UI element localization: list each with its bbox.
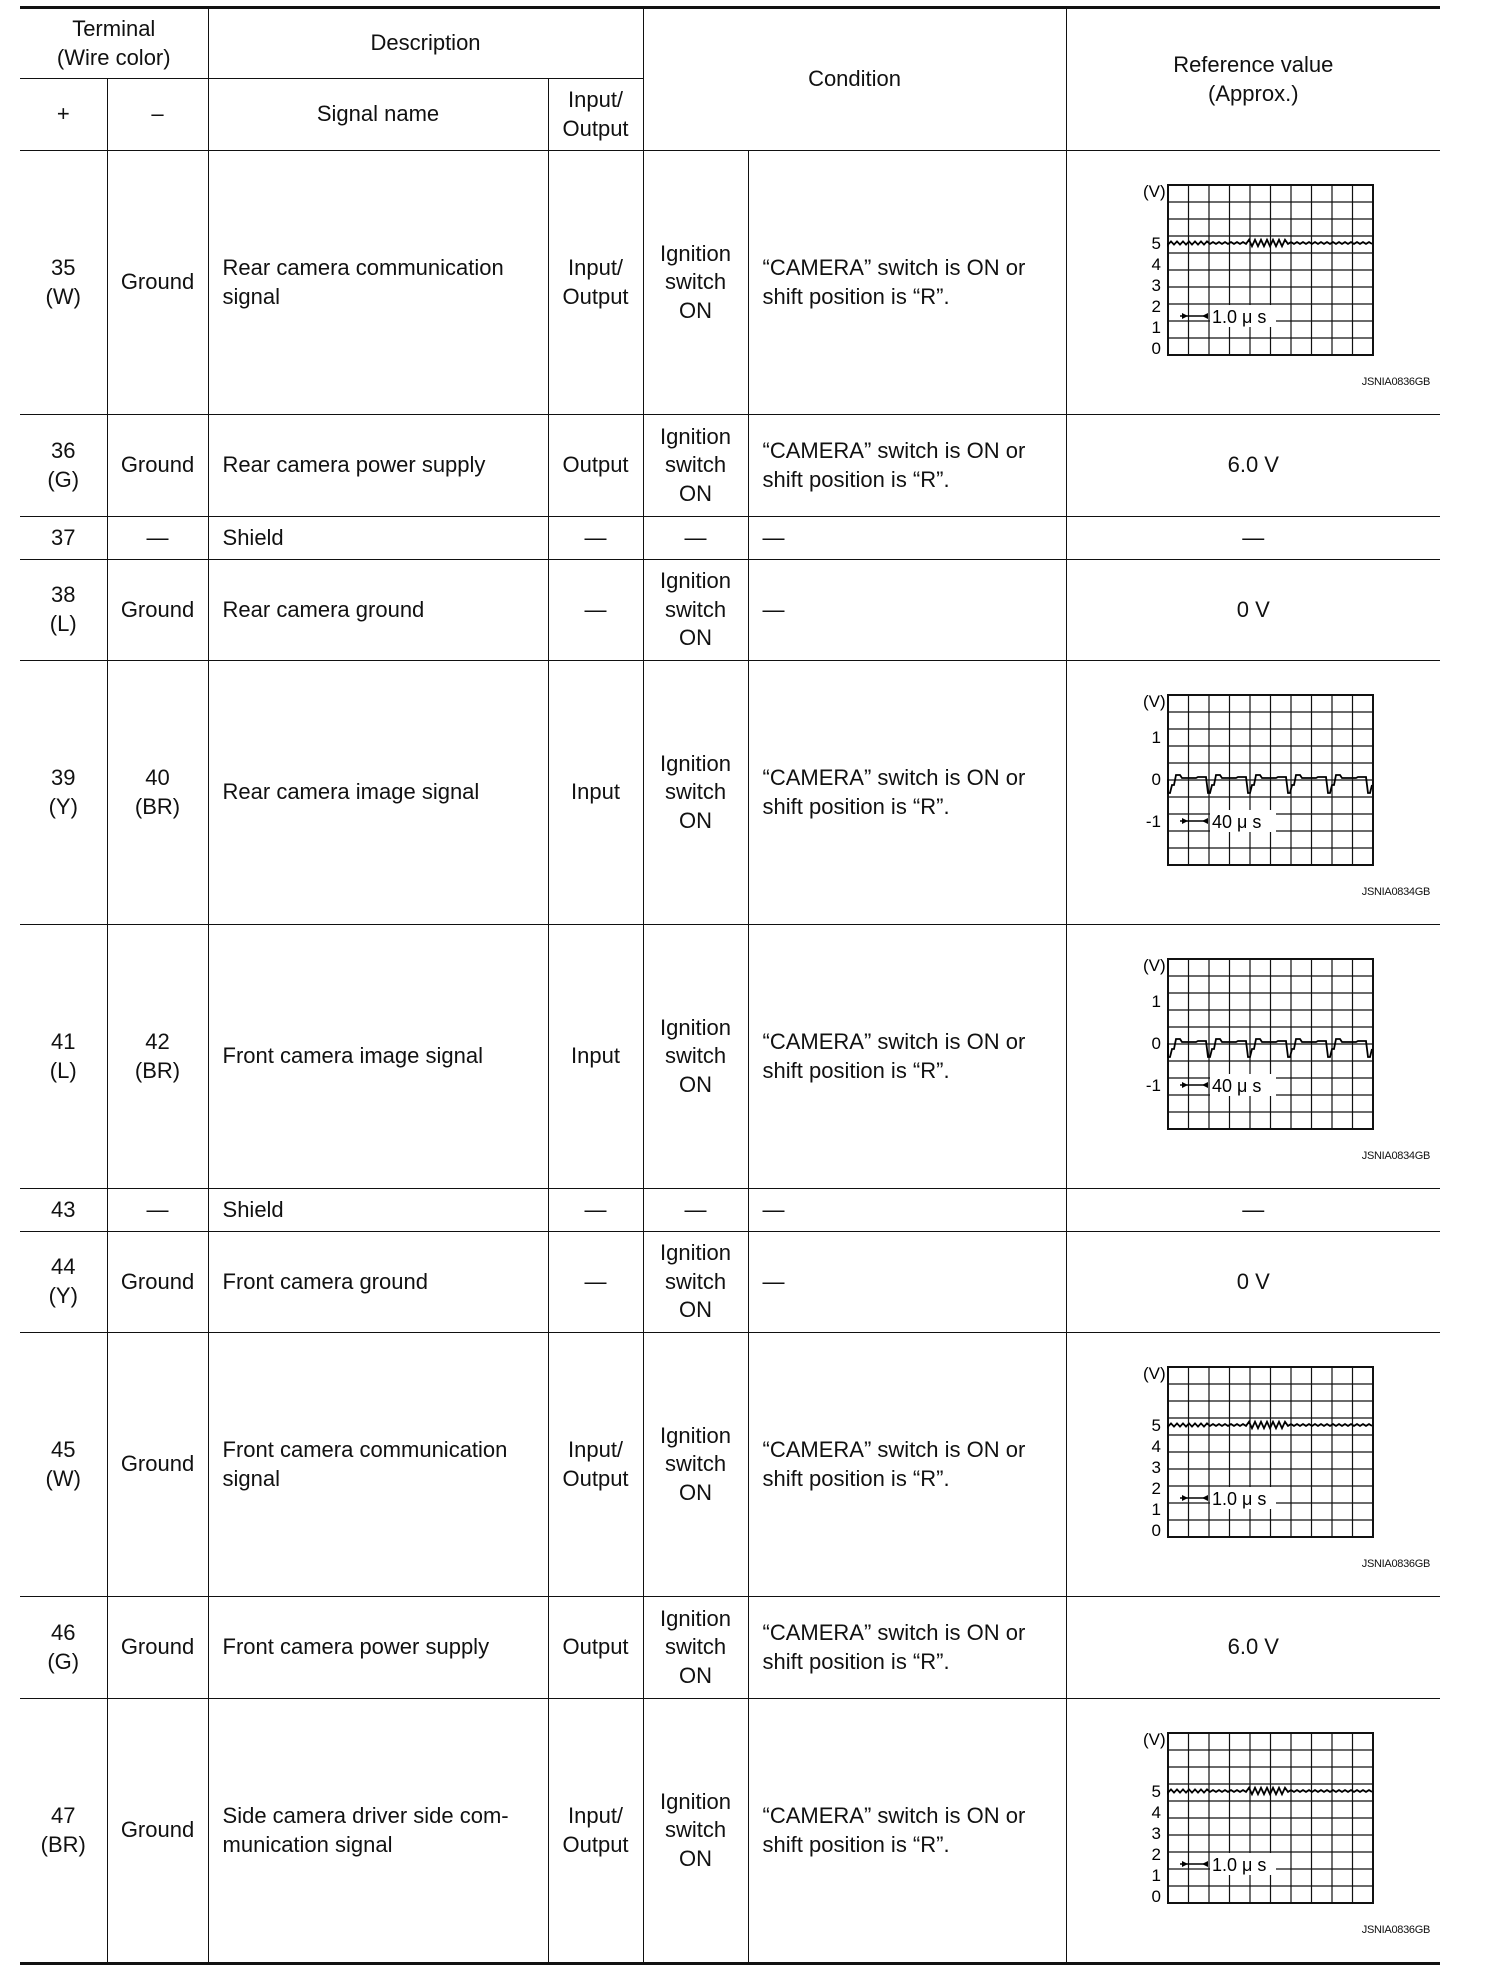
waveform-graph <box>1103 175 1403 375</box>
plus-header: + <box>20 79 107 151</box>
condition-text: “CAMERA” switch is ON or shift position is “R”. <box>748 1699 1066 1964</box>
signal-name: Rear camera image signal <box>208 661 548 925</box>
waveform-graph <box>1103 685 1403 885</box>
reference-value <box>1066 1699 1440 1964</box>
terminal-plus: 41 (L) <box>20 925 107 1189</box>
y-tick-label: 0 <box>1151 339 1162 359</box>
signal-name: Front camera communication signal <box>208 1333 548 1597</box>
ignition-state: Ignition switch ON <box>643 415 748 517</box>
terminal-header: Terminal (Wire color) <box>20 8 208 79</box>
reference-value <box>1066 661 1440 925</box>
condition-text: “CAMERA” switch is ON or shift position is “R”. <box>748 415 1066 517</box>
table-row <box>20 661 1440 925</box>
ignition-state: Ignition switch ON <box>643 661 748 925</box>
input-output: — <box>548 560 643 661</box>
y-tick-label: 5 <box>1151 1416 1162 1436</box>
input-output: Input <box>548 661 643 925</box>
graph-grid <box>1168 185 1373 355</box>
y-tick-label: 4 <box>1151 1803 1162 1823</box>
y-tick-label: 2 <box>1151 297 1162 317</box>
table-row <box>20 1699 1440 1964</box>
ignition-state: Ignition switch ON <box>643 1333 748 1597</box>
terminal-plus: 43 <box>20 1189 107 1232</box>
table-row <box>20 1189 1440 1232</box>
table-row <box>20 560 1440 661</box>
input-output: Input/ Output <box>548 1699 643 1964</box>
condition-header: Condition <box>643 8 1066 151</box>
terminal-plus: 44 (Y) <box>20 1232 107 1333</box>
reference-value: 6.0 V <box>1066 1597 1440 1699</box>
signal-name: Shield <box>208 1189 548 1232</box>
graph-grid <box>1168 695 1373 865</box>
y-tick-label: 3 <box>1151 1458 1162 1478</box>
time-scale-label: 40 μ s <box>1212 1076 1262 1097</box>
ignition-state: — <box>643 517 748 560</box>
reference-value <box>1066 151 1440 415</box>
input-output: — <box>548 1232 643 1333</box>
time-scale-label: 40 μ s <box>1212 812 1262 833</box>
y-tick-label: 2 <box>1151 1845 1162 1865</box>
signal-name: Front camera power supply <box>208 1597 548 1699</box>
ignition-state: Ignition switch ON <box>643 151 748 415</box>
waveform-unit: (V) <box>1143 1730 1166 1750</box>
minus-header: – <box>107 79 208 151</box>
terminal-plus: 45 (W) <box>20 1333 107 1597</box>
condition-text: “CAMERA” switch is ON or shift position is “R”. <box>748 1597 1066 1699</box>
terminal-minus: 40 (BR) <box>107 661 208 925</box>
terminal-minus: Ground <box>107 560 208 661</box>
reference-value: 0 V <box>1066 560 1440 661</box>
y-tick-label: 4 <box>1151 1437 1162 1457</box>
figure-id: JSNIA0836GB <box>1361 1558 1431 1571</box>
waveform-unit: (V) <box>1143 956 1166 976</box>
table-row <box>20 1333 1440 1597</box>
waveform-figure <box>1067 1357 1441 1571</box>
y-tick-label: 1 <box>1151 1500 1162 1520</box>
terminal-minus: — <box>107 1189 208 1232</box>
ignition-state: Ignition switch ON <box>643 1597 748 1699</box>
y-tick-label: 0 <box>1151 1034 1162 1054</box>
table-row <box>20 925 1440 1189</box>
condition-text: “CAMERA” switch is ON or shift position is “R”. <box>748 661 1066 925</box>
terminal-plus: 37 <box>20 517 107 560</box>
graph-grid <box>1168 1733 1373 1903</box>
time-scale-label: 1.0 μ s <box>1212 1489 1267 1510</box>
waveform-figure <box>1067 1723 1441 1937</box>
waveform-graph <box>1103 1723 1403 1923</box>
waveform-unit: (V) <box>1143 1364 1166 1384</box>
signal-name: Rear camera ground <box>208 560 548 661</box>
ignition-state: Ignition switch ON <box>643 1699 748 1964</box>
condition-text: — <box>748 1189 1066 1232</box>
table-row <box>20 1597 1440 1699</box>
time-scale-label: 1.0 μ s <box>1212 307 1267 328</box>
reference-value: — <box>1066 517 1440 560</box>
condition-text: “CAMERA” switch is ON or shift position is “R”. <box>748 925 1066 1189</box>
terminal-minus: Ground <box>107 151 208 415</box>
condition-text: — <box>748 560 1066 661</box>
terminal-plus: 46 (G) <box>20 1597 107 1699</box>
table-row <box>20 151 1440 415</box>
signal-name: Rear camera communication signal <box>208 151 548 415</box>
y-tick-label: 1 <box>1151 318 1162 338</box>
signal-name: Front camera image signal <box>208 925 548 1189</box>
input-output: Input/ Output <box>548 1333 643 1597</box>
terminal-plus: 36 (G) <box>20 415 107 517</box>
figure-id: JSNIA0836GB <box>1361 376 1431 389</box>
waveform-figure <box>1067 175 1441 389</box>
terminal-plus: 39 (Y) <box>20 661 107 925</box>
graph-grid <box>1168 959 1373 1129</box>
terminal-minus: Ground <box>107 1333 208 1597</box>
y-tick-label: 4 <box>1151 255 1162 275</box>
terminal-plus: 47 (BR) <box>20 1699 107 1964</box>
signal-name: Rear camera power supply <box>208 415 548 517</box>
y-tick-label: 1 <box>1151 728 1162 748</box>
y-tick-label: 5 <box>1151 1782 1162 1802</box>
graph-grid <box>1168 1367 1373 1537</box>
input-output: — <box>548 1189 643 1232</box>
signal-name-header: Signal name <box>208 79 548 151</box>
waveform-unit: (V) <box>1143 692 1166 712</box>
figure-id: JSNIA0834GB <box>1361 886 1431 899</box>
y-tick-label: 1 <box>1151 992 1162 1012</box>
signal-name: Shield <box>208 517 548 560</box>
signal-name: Side camera driver side com- munication signal <box>208 1699 548 1964</box>
condition-text: “CAMERA” switch is ON or shift position is “R”. <box>748 151 1066 415</box>
input-output: Output <box>548 415 643 517</box>
y-tick-label: 1 <box>1151 1866 1162 1886</box>
reference-value: 0 V <box>1066 1232 1440 1333</box>
time-scale-label: 1.0 μ s <box>1212 1855 1267 1876</box>
waveform-graph <box>1103 1357 1403 1557</box>
input-output: Output <box>548 1597 643 1699</box>
terminal-minus: Ground <box>107 415 208 517</box>
waveform-unit: (V) <box>1143 182 1166 202</box>
y-tick-label: -1 <box>1146 1076 1162 1096</box>
terminal-minus: Ground <box>107 1232 208 1333</box>
y-tick-label: 0 <box>1151 1887 1162 1907</box>
y-tick-label: 0 <box>1151 770 1162 790</box>
y-tick-label: 2 <box>1151 1479 1162 1499</box>
y-tick-label: 3 <box>1151 276 1162 296</box>
condition-text: “CAMERA” switch is ON or shift position is “R”. <box>748 1333 1066 1597</box>
terminal-minus: 42 (BR) <box>107 925 208 1189</box>
description-header: Description <box>208 8 643 79</box>
waveform-figure <box>1067 949 1441 1163</box>
figure-id: JSNIA0834GB <box>1361 1150 1431 1163</box>
ignition-state: Ignition switch ON <box>643 1232 748 1333</box>
reference-header: Reference value (Approx.) <box>1066 8 1440 151</box>
table-body <box>20 151 1440 1964</box>
y-tick-label: 3 <box>1151 1824 1162 1844</box>
condition-text: — <box>748 1232 1066 1333</box>
waveform-figure <box>1067 685 1441 899</box>
y-tick-label: 0 <box>1151 1521 1162 1541</box>
signal-name: Front camera ground <box>208 1232 548 1333</box>
input-output: Input/ Output <box>548 151 643 415</box>
reference-value: 6.0 V <box>1066 415 1440 517</box>
ignition-state: — <box>643 1189 748 1232</box>
table-row <box>20 517 1440 560</box>
reference-value <box>1066 925 1440 1189</box>
terminal-minus: — <box>107 517 208 560</box>
y-tick-label: -1 <box>1146 812 1162 832</box>
input-output-header: Input/ Output <box>548 79 643 151</box>
ignition-state: Ignition switch ON <box>643 925 748 1189</box>
ignition-state: Ignition switch ON <box>643 560 748 661</box>
terminal-plus: 38 (L) <box>20 560 107 661</box>
table-row <box>20 415 1440 517</box>
reference-value: — <box>1066 1189 1440 1232</box>
terminal-minus: Ground <box>107 1597 208 1699</box>
input-output: Input <box>548 925 643 1189</box>
table-row <box>20 1232 1440 1333</box>
y-tick-label: 5 <box>1151 234 1162 254</box>
reference-value <box>1066 1333 1440 1597</box>
condition-text: — <box>748 517 1066 560</box>
waveform-graph <box>1103 949 1403 1149</box>
figure-id: JSNIA0836GB <box>1361 1924 1431 1937</box>
terminal-table <box>20 6 1440 1965</box>
terminal-minus: Ground <box>107 1699 208 1964</box>
input-output: — <box>548 517 643 560</box>
terminal-plus: 35 (W) <box>20 151 107 415</box>
